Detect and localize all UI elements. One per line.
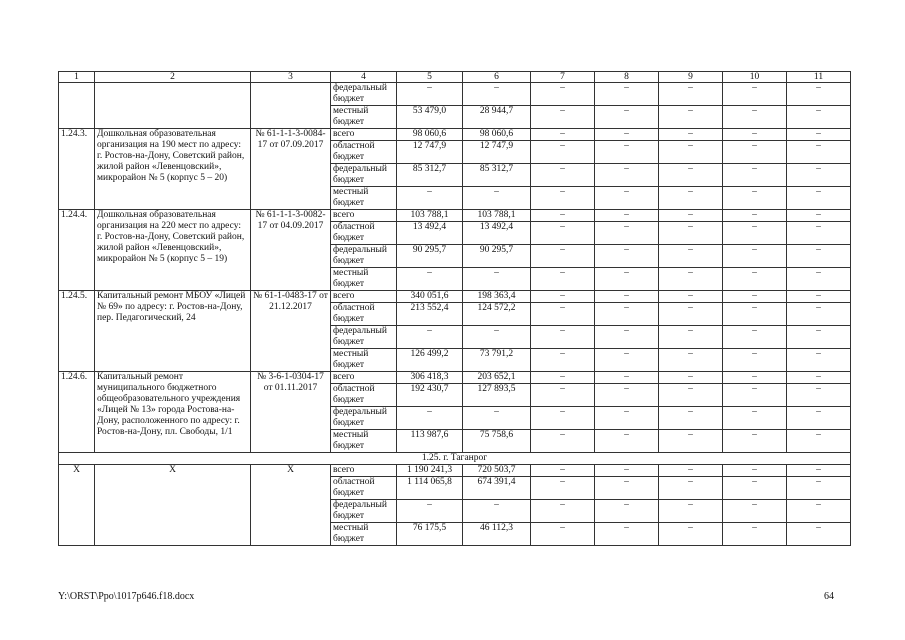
value-col5: 98 060,6	[397, 129, 463, 141]
value-col7: –	[531, 83, 595, 106]
funding-source: федеральный бюджет	[331, 326, 397, 349]
object-name: Дошкольная образовательная организация на 190 мест по адресу: г. Ростов-на-Дону, Советский район, жилой район «Левенцовский», микрорайон № 5 (корпус 5 – 20)	[95, 129, 251, 210]
value-col9: –	[659, 222, 723, 245]
value-col9: –	[659, 141, 723, 164]
value-col7: –	[531, 129, 595, 141]
header-cell-6: 6	[463, 72, 531, 83]
section-row	[59, 453, 851, 465]
value-col6: 674 391,4	[463, 477, 531, 500]
header-row	[59, 72, 851, 83]
value-col7: –	[531, 222, 595, 245]
value-col10: –	[723, 326, 787, 349]
row-number: 1.24.4.	[59, 210, 95, 291]
value-col8: –	[595, 164, 659, 187]
value-col5: –	[397, 326, 463, 349]
value-col5: 113 987,6	[397, 430, 463, 453]
total-document: Х	[251, 465, 331, 546]
value-col11: –	[787, 268, 851, 291]
value-col10: –	[723, 106, 787, 129]
header-cell-9: 9	[659, 72, 723, 83]
value-col5: 85 312,7	[397, 164, 463, 187]
value-col5: 340 051,6	[397, 291, 463, 303]
value-col10: –	[723, 430, 787, 453]
funding-source: местный бюджет	[331, 349, 397, 372]
value-col7: –	[531, 141, 595, 164]
budget-table	[58, 71, 851, 546]
value-col9: –	[659, 187, 723, 210]
value-col6: –	[463, 407, 531, 430]
value-col11: –	[787, 326, 851, 349]
value-col5: 306 418,3	[397, 372, 463, 384]
value-col7: –	[531, 210, 595, 222]
value-col5: 213 552,4	[397, 303, 463, 326]
value-col6: –	[463, 268, 531, 291]
value-col5: 76 175,5	[397, 523, 463, 546]
value-col8: –	[595, 523, 659, 546]
value-col11: –	[787, 372, 851, 384]
value-col5: –	[397, 187, 463, 210]
funding-source: всего	[331, 129, 397, 141]
value-col9: –	[659, 210, 723, 222]
value-col10: –	[723, 210, 787, 222]
value-col11: –	[787, 245, 851, 268]
value-col10: –	[723, 164, 787, 187]
funding-source: местный бюджет	[331, 523, 397, 546]
value-col10: –	[723, 303, 787, 326]
value-col9: –	[659, 477, 723, 500]
value-col7: –	[531, 164, 595, 187]
value-col8: –	[595, 465, 659, 477]
document-ref: № 3-6-1-0304-17 от 01.11.2017	[251, 372, 331, 453]
value-col8: –	[595, 477, 659, 500]
value-col8: –	[595, 326, 659, 349]
funding-source: местный бюджет	[331, 268, 397, 291]
value-col7: –	[531, 407, 595, 430]
funding-source: областной бюджет	[331, 303, 397, 326]
funding-source: областной бюджет	[331, 384, 397, 407]
value-col8: –	[595, 407, 659, 430]
value-col10: –	[723, 83, 787, 106]
header-cell-4: 4	[331, 72, 397, 83]
funding-source: областной бюджет	[331, 141, 397, 164]
value-col5: 1 190 241,3	[397, 465, 463, 477]
value-col9: –	[659, 523, 723, 546]
value-col7: –	[531, 303, 595, 326]
row-number: 1.24.3.	[59, 129, 95, 210]
value-col6: 98 060,6	[463, 129, 531, 141]
header-cell-3: 3	[251, 72, 331, 83]
value-col8: –	[595, 245, 659, 268]
value-col10: –	[723, 372, 787, 384]
funding-source: всего	[331, 465, 397, 477]
value-col9: –	[659, 326, 723, 349]
value-col9: –	[659, 349, 723, 372]
funding-source: федеральный бюджет	[331, 164, 397, 187]
value-col7: –	[531, 106, 595, 129]
value-col8: –	[595, 129, 659, 141]
value-col11: –	[787, 384, 851, 407]
object-name	[95, 83, 251, 129]
value-col10: –	[723, 187, 787, 210]
object-name: Капитальный ремонт МБОУ «Лицей № 69» по адресу: г. Ростов-на-Дону, пер. Педагогический, 24	[95, 291, 251, 372]
document-ref: № 61-1-0483-17 от 21.12.2017	[251, 291, 331, 372]
value-col7: –	[531, 326, 595, 349]
header-cell-7: 7	[531, 72, 595, 83]
value-col8: –	[595, 210, 659, 222]
value-col6: 85 312,7	[463, 164, 531, 187]
object-name: Дошкольная образовательная организация на 220 мест по адресу: г. Ростов-на-Дону, Советский район, жилой район «Левенцовский», микрорайон № 5 (корпус 5 – 19)	[95, 210, 251, 291]
header-cell-8: 8	[595, 72, 659, 83]
value-col7: –	[531, 384, 595, 407]
value-col7: –	[531, 268, 595, 291]
value-col9: –	[659, 164, 723, 187]
value-col9: –	[659, 407, 723, 430]
total-number: Х	[59, 465, 95, 546]
table-row	[59, 83, 851, 106]
document-ref	[251, 83, 331, 129]
value-col7: –	[531, 500, 595, 523]
funding-source: федеральный бюджет	[331, 500, 397, 523]
value-col11: –	[787, 407, 851, 430]
value-col11: –	[787, 349, 851, 372]
header-cell-2: 2	[95, 72, 251, 83]
value-col5: –	[397, 407, 463, 430]
funding-source: всего	[331, 291, 397, 303]
funding-source: всего	[331, 210, 397, 222]
value-col10: –	[723, 222, 787, 245]
value-col10: –	[723, 523, 787, 546]
value-col5: –	[397, 268, 463, 291]
value-col11: –	[787, 477, 851, 500]
value-col10: –	[723, 384, 787, 407]
footer-page-number: 64	[824, 591, 834, 602]
header-cell-10: 10	[723, 72, 787, 83]
value-col6: 127 893,5	[463, 384, 531, 407]
value-col6: 203 652,1	[463, 372, 531, 384]
value-col9: –	[659, 106, 723, 129]
value-col9: –	[659, 384, 723, 407]
value-col10: –	[723, 349, 787, 372]
value-col8: –	[595, 349, 659, 372]
value-col8: –	[595, 303, 659, 326]
value-col6: 198 363,4	[463, 291, 531, 303]
value-col8: –	[595, 268, 659, 291]
value-col11: –	[787, 187, 851, 210]
value-col11: –	[787, 222, 851, 245]
value-col6: 75 758,6	[463, 430, 531, 453]
value-col11: –	[787, 523, 851, 546]
value-col8: –	[595, 83, 659, 106]
value-col6: 720 503,7	[463, 465, 531, 477]
section-title: 1.25. г. Таганрог	[59, 453, 851, 465]
value-col8: –	[595, 291, 659, 303]
table-row	[59, 210, 851, 222]
value-col11: –	[787, 465, 851, 477]
value-col5: 103 788,1	[397, 210, 463, 222]
value-col8: –	[595, 187, 659, 210]
value-col11: –	[787, 291, 851, 303]
value-col10: –	[723, 407, 787, 430]
value-col9: –	[659, 129, 723, 141]
value-col9: –	[659, 430, 723, 453]
header-cell-5: 5	[397, 72, 463, 83]
value-col5: 12 747,9	[397, 141, 463, 164]
value-col8: –	[595, 384, 659, 407]
value-col8: –	[595, 141, 659, 164]
value-col11: –	[787, 106, 851, 129]
value-col9: –	[659, 291, 723, 303]
value-col8: –	[595, 106, 659, 129]
value-col7: –	[531, 187, 595, 210]
row-number	[59, 83, 95, 129]
document-ref: № 61-1-1-3-0082-17 от 04.09.2017	[251, 210, 331, 291]
value-col7: –	[531, 291, 595, 303]
value-col11: –	[787, 129, 851, 141]
value-col9: –	[659, 303, 723, 326]
funding-source: федеральный бюджет	[331, 83, 397, 106]
value-col10: –	[723, 477, 787, 500]
value-col6: –	[463, 500, 531, 523]
value-col7: –	[531, 465, 595, 477]
row-number: 1.24.5.	[59, 291, 95, 372]
value-col5: 53 479,0	[397, 106, 463, 129]
funding-source: всего	[331, 372, 397, 384]
value-col11: –	[787, 430, 851, 453]
value-col5: –	[397, 83, 463, 106]
value-col6: 90 295,7	[463, 245, 531, 268]
value-col8: –	[595, 372, 659, 384]
value-col7: –	[531, 245, 595, 268]
value-col6: –	[463, 83, 531, 106]
table-row	[59, 465, 851, 477]
value-col5: 90 295,7	[397, 245, 463, 268]
value-col10: –	[723, 268, 787, 291]
value-col7: –	[531, 349, 595, 372]
footer-file-path: Y:\ORST\Ppo\1017p646.f18.docx	[58, 591, 195, 602]
value-col6: –	[463, 187, 531, 210]
header-cell-11: 11	[787, 72, 851, 83]
value-col8: –	[595, 430, 659, 453]
value-col7: –	[531, 430, 595, 453]
value-col5: 126 499,2	[397, 349, 463, 372]
value-col6: 28 944,7	[463, 106, 531, 129]
object-name: Капитальный ремонт муниципального бюджетного общеобразовательного учреждения «Лицей № 13» города Ростова-на-Дону, расположенного по адресу: г. Ростов-на-Дону, пл. Свободы, 1/1	[95, 372, 251, 453]
value-col11: –	[787, 500, 851, 523]
funding-source: федеральный бюджет	[331, 407, 397, 430]
value-col11: –	[787, 141, 851, 164]
value-col10: –	[723, 129, 787, 141]
header-cell-1: 1	[59, 72, 95, 83]
value-col6: 12 747,9	[463, 141, 531, 164]
value-col7: –	[531, 477, 595, 500]
value-col6: 103 788,1	[463, 210, 531, 222]
value-col11: –	[787, 83, 851, 106]
value-col6: 73 791,2	[463, 349, 531, 372]
funding-source: местный бюджет	[331, 187, 397, 210]
value-col11: –	[787, 303, 851, 326]
funding-source: областной бюджет	[331, 477, 397, 500]
value-col10: –	[723, 465, 787, 477]
value-col10: –	[723, 291, 787, 303]
value-col9: –	[659, 500, 723, 523]
value-col10: –	[723, 245, 787, 268]
total-name: Х	[95, 465, 251, 546]
value-col9: –	[659, 372, 723, 384]
value-col5: 13 492,4	[397, 222, 463, 245]
funding-source: местный бюджет	[331, 430, 397, 453]
table-row	[59, 372, 851, 384]
value-col9: –	[659, 268, 723, 291]
value-col9: –	[659, 465, 723, 477]
value-col5: 192 430,7	[397, 384, 463, 407]
value-col5: 1 114 065,8	[397, 477, 463, 500]
table-row	[59, 129, 851, 141]
value-col11: –	[787, 210, 851, 222]
value-col11: –	[787, 164, 851, 187]
table-row	[59, 291, 851, 303]
value-col6: 13 492,4	[463, 222, 531, 245]
funding-source: федеральный бюджет	[331, 245, 397, 268]
value-col7: –	[531, 372, 595, 384]
value-col10: –	[723, 141, 787, 164]
value-col9: –	[659, 83, 723, 106]
value-col6: 46 112,3	[463, 523, 531, 546]
funding-source: областной бюджет	[331, 222, 397, 245]
value-col9: –	[659, 245, 723, 268]
value-col5: –	[397, 500, 463, 523]
value-col8: –	[595, 500, 659, 523]
document-ref: № 61-1-1-3-0084-17 от 07.09.2017	[251, 129, 331, 210]
funding-source: местный бюджет	[331, 106, 397, 129]
value-col8: –	[595, 222, 659, 245]
value-col6: 124 572,2	[463, 303, 531, 326]
value-col7: –	[531, 523, 595, 546]
value-col10: –	[723, 500, 787, 523]
value-col6: –	[463, 326, 531, 349]
row-number: 1.24.6.	[59, 372, 95, 453]
